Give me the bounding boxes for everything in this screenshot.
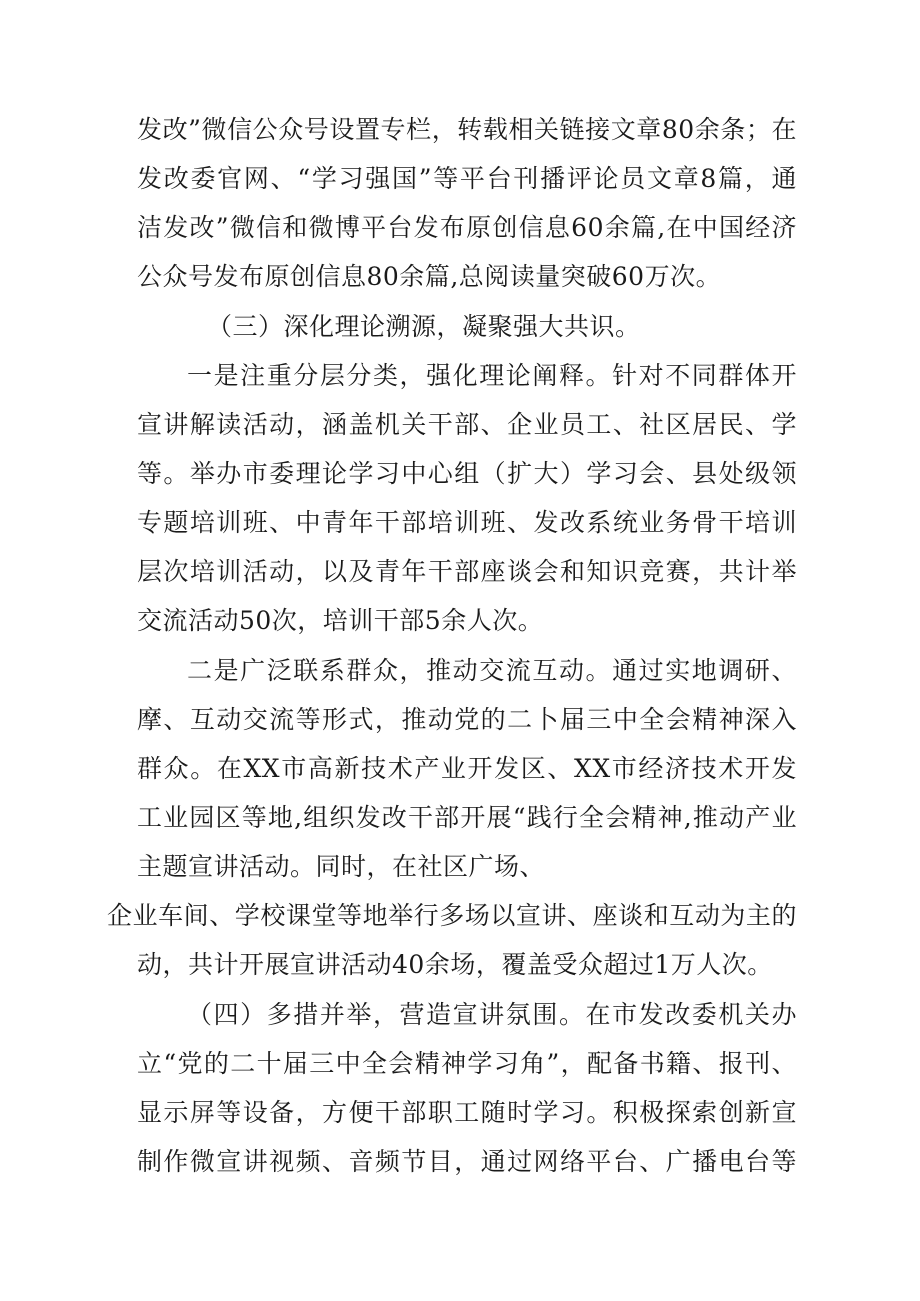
paragraph-line: 摩、互动交流等形式，推动党的二卜届三中全会精神深入 (137, 705, 797, 734)
paragraph-line: 工业园区等地,组织发改干部开展“践行全会精神,推动产业 (137, 803, 797, 832)
paragraph-line: 群众。在XX市高新技术产业开发区、XX市经济技术开发 (137, 754, 797, 783)
paragraph-line: 企业车间、学校课堂等地举行多场以宣讲、座谈和互动为主的 (107, 901, 797, 930)
paragraph-line: 等。举办市委理论学习中心组（扩大）学习会、县处级领 (137, 459, 797, 488)
paragraph-line: 专题培训班、中青年干部培训班、发改系统业务骨干培训 (137, 508, 797, 537)
paragraph-line: 公众号发布原创信息80余篇,总阅读量突破60万次。 (137, 262, 722, 291)
paragraph-line: 显示屏等设备，方便干部职工随时学习。积极探索创新宣 (137, 1098, 797, 1127)
paragraph-line: 二是广泛联系群众，推动交流互动。通过实地调研、 (187, 656, 797, 685)
paragraph-line: 动，共计开展宣讲活动40余场，覆盖受众超过1万人次。 (137, 950, 773, 979)
paragraph-line: 发改委官网、“学习强国”等平台刊播评论员文章8篇，通 (137, 164, 797, 193)
paragraph-line: 主题宣讲活动。同时，在社区广场、 (137, 852, 546, 881)
paragraph-line: 立“党的二十届三中全会精神学习角”，配备书籍、报刊、 (137, 1049, 797, 1078)
paragraph-line: 交流活动50次，培训干部5余人次。 (137, 606, 544, 635)
paragraph-line: （四）多措并举，营造宣讲氛围。在市发改委机关办 (187, 1000, 797, 1029)
section-heading: （三）深化理论溯源，凝聚强大共识。 (207, 312, 641, 341)
paragraph-line: 层次培训活动，以及青年干部座谈会和知识竞赛，共计举 (137, 557, 797, 586)
paragraph-line: 制作微宣讲视频、音频节目，通过网络平台、广播电台等 (137, 1147, 797, 1176)
paragraph-line: 一是注重分层分类，强化理论阐释。针对不同群体开 (187, 361, 797, 390)
paragraph-line: 洁发改”微信和微博平台发布原创信息60余篇,在中国经济 (137, 213, 797, 242)
paragraph-line: 发改”微信公众号设置专栏，转载相关链接文章80余条；在 (137, 115, 797, 144)
paragraph-line: 宣讲解读活动，涵盖机关干部、企业员工、社区居民、学 (137, 410, 797, 439)
